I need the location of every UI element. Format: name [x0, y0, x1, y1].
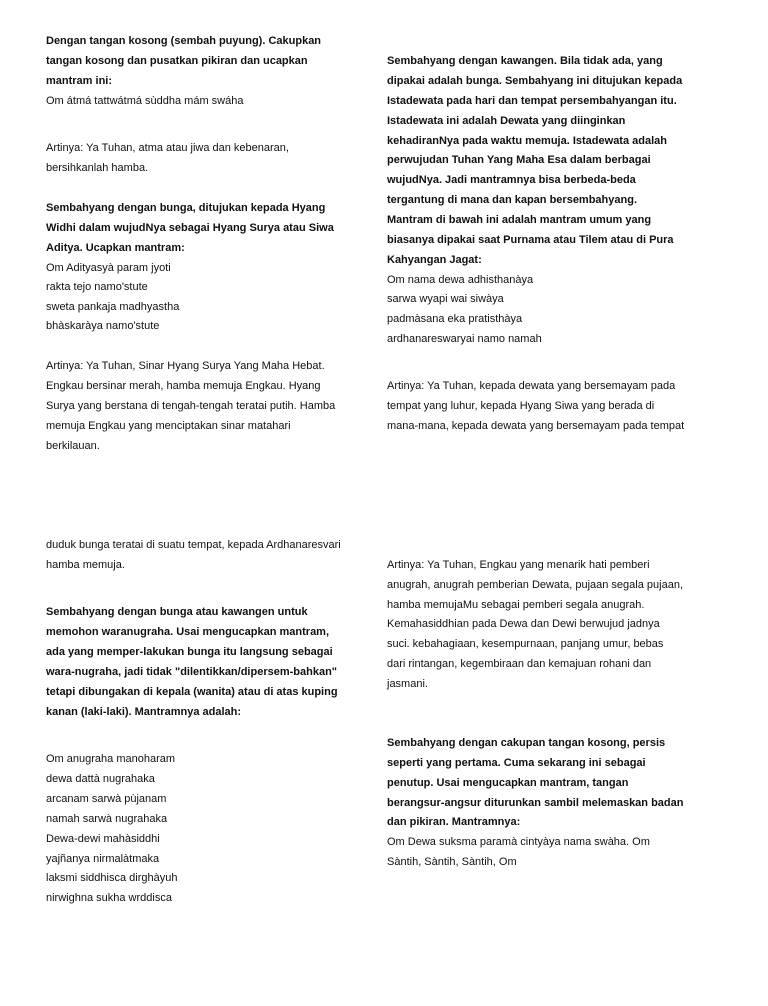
text-line: hamba memujaMu sebagai pemberi segala anugrah.	[387, 599, 645, 611]
text-line: Istadewata ini adalah Dewata yang diinginkan	[387, 115, 626, 127]
text-line: ada yang memper-lakukan bunga itu langsung sebagai	[46, 646, 333, 658]
mantra-line: sarwa wyapi wai siwàya	[387, 293, 504, 305]
text-line: suci. kebahagiaan, kesempurnaan, panjang umur, bebas	[387, 638, 664, 650]
mantra-line: Om Dewa suksma paramà cintyàya nama swàha. Om	[387, 836, 650, 848]
text-line: berangsur-angsur diturunkan sambil melemaskan badan	[387, 797, 684, 809]
mantra-line: Om átmá tattwátmá sùddha mám swáha	[46, 95, 244, 107]
text-line: Sembahyang dengan bunga, ditujukan kepada Hyang	[46, 202, 326, 214]
mantra-line: Om Adityasyà param jyoti	[46, 262, 171, 274]
text-line: Sembahyang dengan kawangen. Bila tidak ada, yang	[387, 55, 663, 67]
text-line: penutup. Usai mengucapkan mantram, tangan	[387, 777, 629, 789]
text-line: Artinya: Ya Tuhan, Engkau yang menarik hati pemberi	[387, 559, 650, 571]
text-line: memohon waranugraha. Usai mengucapkan mantram,	[46, 626, 330, 638]
mantra-line: laksmi siddhisca dirghàyuh	[46, 872, 178, 884]
text-line: tergantung di mana dan kapan bersembahyang.	[387, 194, 637, 206]
text-line: mana-mana, kepada dewata yang bersemayam pada tempat	[387, 420, 685, 432]
mantra-line: sweta pankaja madhyastha	[46, 301, 180, 313]
text-line: Surya yang berstana di tengah-tengah teratai putih. Hamba	[46, 400, 336, 412]
text-line: bersihkanlah hamba.	[46, 162, 149, 174]
text-line: Sembahyang dengan bunga atau kawangen untuk	[46, 606, 308, 618]
text-line: Artinya: Ya Tuhan, kepada dewata yang bersemayam pada	[387, 380, 676, 392]
mantra-line: rakta tejo namo'stute	[46, 281, 148, 293]
mantra-line: arcanam sarwà pùjanam	[46, 793, 167, 805]
text-line: Widhi dalam wujudNya sebagai Hyang Surya atau Siwa	[46, 222, 334, 234]
text-line: tetapi dibungakan di kepala (wanita) atau di atas kuping	[46, 686, 338, 698]
text-line: Kahyangan Jagat:	[387, 254, 482, 266]
text-line: tangan kosong dan pusatkan pikiran dan ucapkan	[46, 55, 308, 67]
text-line: kehadiranNya pada waktu memuja. Istadewata adalah	[387, 135, 667, 147]
mantra-line: dewa dattà nugrahaka	[46, 773, 155, 785]
text-line: Dengan tangan kosong (sembah puyung). Cakupkan	[46, 35, 322, 47]
text-line: dan pikiran. Mantramnya:	[387, 816, 521, 828]
text-line: dari rintangan, kegembiraan dan kemajuan rohani dan	[387, 658, 652, 670]
mantra-line: yajñanya nirmalàtmaka	[46, 853, 160, 865]
text-line: biasanya dipakai saat Purnama atau Tilem atau di Pura	[387, 234, 674, 246]
text-line: Mantram di bawah ini adalah mantram umum yang	[387, 214, 652, 226]
text-line: mantram ini:	[46, 75, 113, 87]
text-line: Sembahyang dengan cakupan tangan kosong, persis	[387, 737, 666, 749]
text-line: memuja Engkau yang menciptakan sinar matahari	[46, 420, 291, 432]
text-line: Aditya. Ucapkan mantram:	[46, 242, 185, 254]
text-line: seperti yang pertama. Cuma sekarang ini sebagai	[387, 757, 646, 769]
mantra-line: namah sarwà nugrahaka	[46, 813, 168, 825]
text-line: kanan (laki-laki). Mantramnya adalah:	[46, 706, 242, 718]
mantra-line: Om nama dewa adhisthanàya	[387, 274, 534, 286]
text-line: wara-nugraha, jadi tidak "dilentikkan/dipersem-bahkan"	[46, 666, 338, 678]
mantra-line: bhàskaràya namo'stute	[46, 320, 160, 332]
mantra-line: nirwighna sukha wrddisca	[46, 892, 172, 904]
mantra-line: Om anugraha manoharam	[46, 753, 176, 765]
text-line: tempat yang luhur, kepada Hyang Siwa yang berada di	[387, 400, 655, 412]
text-line: anugrah, anugrah pemberian Dewata, pujaan segala pujaan,	[387, 579, 683, 591]
mantra-line: Dewa-dewi mahàsiddhi	[46, 833, 160, 845]
text-line: dipakai adalah bunga. Sembahyang ini ditujukan kepada	[387, 75, 683, 87]
text-line: jasmani.	[387, 678, 428, 690]
text-line: Artinya: Ya Tuhan, Sinar Hyang Surya Yang Maha Hebat.	[46, 360, 325, 372]
text-line: berkilauan.	[46, 440, 100, 452]
text-line: perwujudan Tuhan Yang Maha Esa dalam berbagai	[387, 154, 651, 166]
text-line: Kemahasiddhian pada Dewa dan Dewi berwujud jadnya	[387, 618, 660, 630]
mantra-line: padmàsana eka pratisthàya	[387, 313, 523, 325]
mantra-line: ardhanareswaryai namo namah	[387, 333, 542, 345]
text-line: duduk bunga teratai di suatu tempat, kepada Ardhanaresvari	[46, 539, 341, 551]
text-line: wujudNya. Jadi mantramnya bisa berbeda-beda	[387, 174, 636, 186]
text-line: Engkau bersinar merah, hamba memuja Engkau. Hyang	[46, 380, 321, 392]
text-line: hamba memuja.	[46, 559, 125, 571]
text-line: Istadewata pada hari dan tempat persembahyangan itu.	[387, 95, 677, 107]
mantra-line: Sàntih, Sàntih, Sàntih, Om	[387, 856, 517, 868]
text-line: Artinya: Ya Tuhan, atma atau jiwa dan kebenaran,	[46, 142, 289, 154]
